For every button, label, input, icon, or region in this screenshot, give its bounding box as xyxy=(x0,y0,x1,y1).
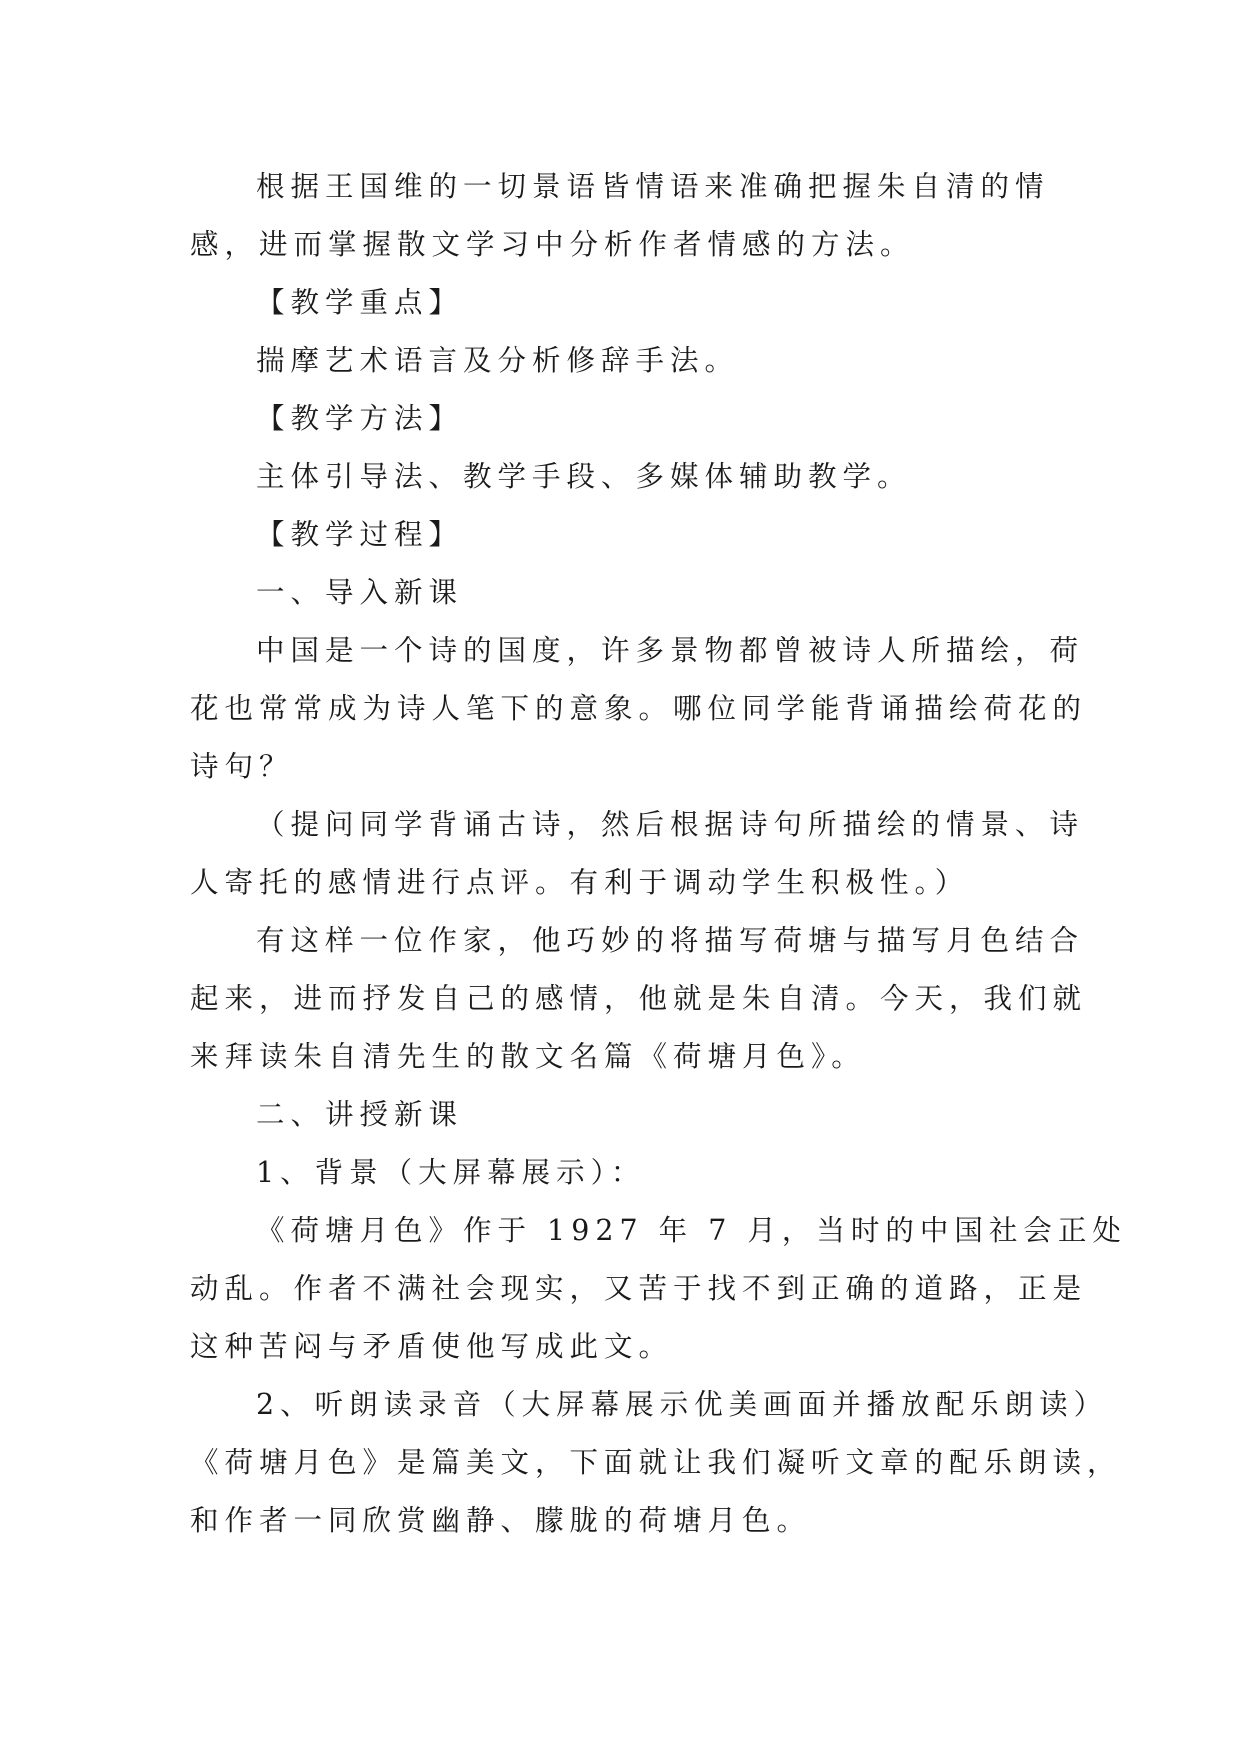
paragraph xyxy=(190,622,1088,796)
text-line: 人寄托的感情进行点评。有利于调动学生积极性。） xyxy=(190,866,970,899)
text-line: 这种苦闷与矛盾使他写成此文。 xyxy=(190,1330,674,1363)
text-line: 二、讲授新课 xyxy=(256,1098,464,1131)
paragraph xyxy=(190,1202,1127,1376)
text-line: 诗句？ xyxy=(190,750,294,783)
subsection-heading xyxy=(190,1086,1060,1144)
text-line: 根据王国维的一切景语皆情语来准确把握朱自清的情 xyxy=(256,170,1050,203)
text-line: 有这样一位作家，他巧妙的将描写荷塘与描写月色结合 xyxy=(256,924,1085,957)
text-line: 一、导入新课 xyxy=(256,576,464,609)
text-line: 动乱。作者不满社会现实，又苦于找不到正确的道路，正是 xyxy=(190,1272,1088,1305)
subsection-heading xyxy=(190,564,1060,622)
section-heading xyxy=(190,506,1060,564)
section-heading xyxy=(190,274,1060,332)
paragraph xyxy=(190,1144,1060,1202)
text-line: 1、背景（大屏幕展示）： xyxy=(256,1156,646,1189)
paragraph xyxy=(190,448,1060,506)
paragraph xyxy=(190,158,1060,274)
text-line: 《荷塘月色》是篇美文，下面就让我们凝听文章的配乐朗读， xyxy=(190,1446,1122,1479)
text-line: 《荷塘月色》作于 1927 年 7 月，当时的中国社会正处 xyxy=(256,1214,1127,1247)
text-line: 2、听朗读录音（大屏幕展示优美画面并播放配乐朗读） xyxy=(256,1388,1109,1421)
text-line: 揣摩艺术语言及分析修辞手法。 xyxy=(256,344,740,377)
paragraph xyxy=(190,796,1085,912)
paragraph xyxy=(190,912,1088,1086)
text-line: 【教学方法】 xyxy=(256,402,464,435)
section-heading xyxy=(190,390,1060,448)
text-line: 感，进而掌握散文学习中分析作者情感的方法。 xyxy=(190,228,915,261)
text-line: （提问同学背诵古诗，然后根据诗句所描绘的情景、诗 xyxy=(256,808,1085,841)
text-line: 【教学过程】 xyxy=(256,518,464,551)
paragraph xyxy=(190,332,1060,390)
text-line: 中国是一个诗的国度，许多景物都曾被诗人所描绘，荷 xyxy=(256,634,1085,667)
document-body xyxy=(190,158,1127,1550)
text-line: 【教学重点】 xyxy=(256,286,464,319)
text-line: 和作者一同欣赏幽静、朦胧的荷塘月色。 xyxy=(190,1504,812,1537)
text-line: 花也常常成为诗人笔下的意象。哪位同学能背诵描绘荷花的 xyxy=(190,692,1088,725)
text-line: 主体引导法、教学手段、多媒体辅助教学。 xyxy=(256,460,912,493)
paragraph xyxy=(190,1376,1122,1550)
text-line: 来拜读朱自清先生的散文名篇《荷塘月色》。 xyxy=(190,1040,866,1073)
text-line: 起来，进而抒发自己的感情，他就是朱自清。今天，我们就 xyxy=(190,982,1088,1015)
